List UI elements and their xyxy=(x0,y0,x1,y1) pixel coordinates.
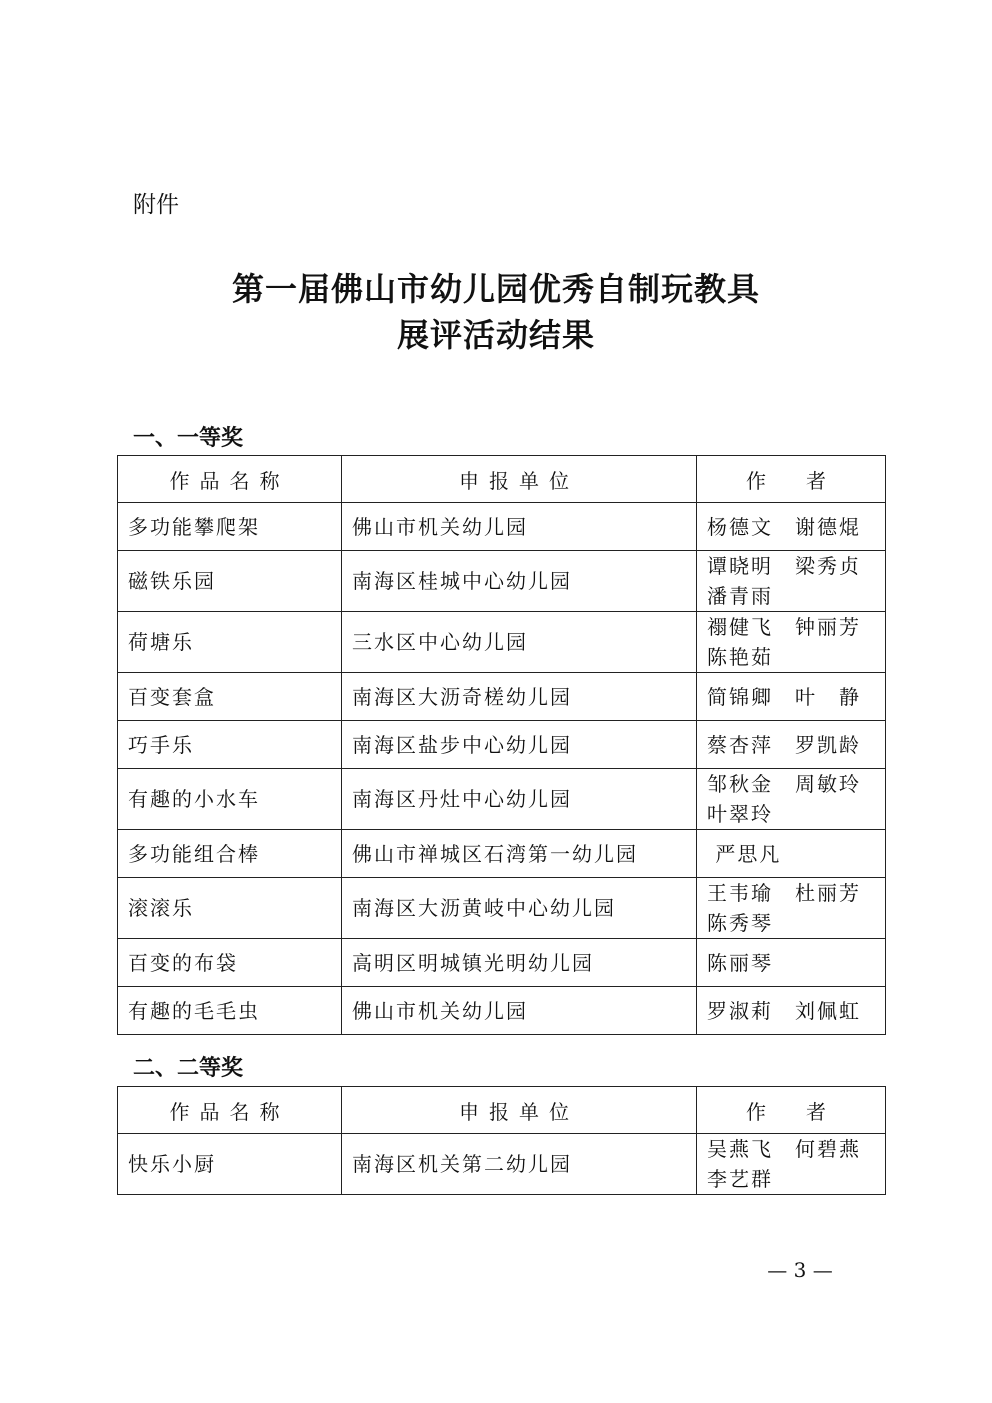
header-author: 作 者 xyxy=(697,456,886,503)
table-row xyxy=(118,987,886,1035)
work-name-cell: 百变的布袋 xyxy=(118,939,342,987)
author-line: 陈艳茹 xyxy=(707,645,773,669)
work-name-cell: 磁铁乐园 xyxy=(118,551,342,612)
author-cell xyxy=(697,939,886,987)
header-unit: 申报单位 xyxy=(342,1087,697,1134)
work-name-cell: 百变套盒 xyxy=(118,673,342,721)
table-row xyxy=(118,1134,886,1195)
unit-cell: 佛山市禅城区石湾第一幼儿园 xyxy=(342,830,697,878)
author-cell xyxy=(697,1134,886,1195)
first-prize-rows xyxy=(118,503,886,1035)
unit-cell: 佛山市机关幼儿园 xyxy=(342,503,697,551)
author-line: 陈秀琴 xyxy=(707,911,773,935)
author-line: 叶翠玲 xyxy=(707,802,773,826)
header-unit: 申报单位 xyxy=(342,456,697,503)
author-line: 邹秋金 周敏玲 xyxy=(707,772,861,796)
author-cell xyxy=(697,503,886,551)
author-cell xyxy=(697,551,886,612)
work-name-cell: 荷塘乐 xyxy=(118,612,342,673)
unit-cell: 高明区明城镇光明幼儿园 xyxy=(342,939,697,987)
unit-cell: 南海区盐步中心幼儿园 xyxy=(342,721,697,769)
table-row xyxy=(118,878,886,939)
table-row xyxy=(118,612,886,673)
author-cell xyxy=(697,987,886,1035)
author-line: 王韦瑜 杜丽芳 xyxy=(707,881,861,905)
author-cell xyxy=(697,673,886,721)
unit-cell: 佛山市机关幼儿园 xyxy=(342,987,697,1035)
document-title-line-2: 展评活动结果 xyxy=(396,316,595,354)
work-name-cell: 滚滚乐 xyxy=(118,878,342,939)
author-line: 禤健飞 钟丽芳 xyxy=(707,615,861,639)
header-work-name: 作品名称 xyxy=(118,1087,342,1134)
author-line: 罗淑莉 刘佩虹 xyxy=(707,998,861,1023)
table-row xyxy=(118,721,886,769)
unit-cell: 三水区中心幼儿园 xyxy=(342,612,697,673)
page-number: — 3 — xyxy=(767,1258,833,1282)
second-prize-rows xyxy=(118,1134,886,1195)
unit-cell: 南海区机关第二幼儿园 xyxy=(342,1134,697,1195)
table-row xyxy=(118,503,886,551)
author-line: 简锦卿 叶 静 xyxy=(707,684,861,709)
attachment-label: 附件 xyxy=(133,192,179,218)
second-prize-table xyxy=(117,1086,886,1195)
work-name-cell: 多功能攀爬架 xyxy=(118,503,342,551)
work-name-cell: 快乐小厨 xyxy=(118,1134,342,1195)
author-cell xyxy=(697,612,886,673)
first-prize-heading: 一、一等奖 xyxy=(133,426,244,451)
work-name-cell: 有趣的毛毛虫 xyxy=(118,987,342,1035)
unit-cell: 南海区丹灶中心幼儿园 xyxy=(342,769,697,830)
header-work-name: 作品名称 xyxy=(118,456,342,503)
author-line: 谭晓明 梁秀贞 xyxy=(707,554,861,578)
author-line: 吴燕飞 何碧燕 xyxy=(707,1137,861,1161)
table-row xyxy=(118,830,886,878)
table-row xyxy=(118,939,886,987)
document-title-line-1: 第一届佛山市幼儿园优秀自制玩教具 xyxy=(231,270,760,308)
author-line: 李艺群 xyxy=(707,1167,773,1191)
unit-cell: 南海区桂城中心幼儿园 xyxy=(342,551,697,612)
first-prize-table xyxy=(117,455,886,1035)
author-cell xyxy=(697,878,886,939)
author-line: 潘青雨 xyxy=(707,584,773,608)
author-line: 陈丽琴 xyxy=(707,950,773,975)
work-name-cell: 多功能组合棒 xyxy=(118,830,342,878)
author-cell xyxy=(697,830,886,878)
author-line: 严思凡 xyxy=(707,841,782,866)
table-row xyxy=(118,673,886,721)
author-cell xyxy=(697,721,886,769)
author-cell xyxy=(697,769,886,830)
header-author: 作 者 xyxy=(697,1087,886,1134)
work-name-cell: 巧手乐 xyxy=(118,721,342,769)
unit-cell: 南海区大沥奇槎幼儿园 xyxy=(342,673,697,721)
unit-cell: 南海区大沥黄岐中心幼儿园 xyxy=(342,878,697,939)
author-line: 蔡杏萍 罗凯龄 xyxy=(707,732,861,757)
table-header-row xyxy=(118,456,886,503)
second-prize-heading: 二、二等奖 xyxy=(133,1056,244,1081)
work-name-cell: 有趣的小水车 xyxy=(118,769,342,830)
author-line: 杨德文 谢德焜 xyxy=(707,514,861,539)
table-row xyxy=(118,769,886,830)
table-header-row xyxy=(118,1087,886,1134)
table-row xyxy=(118,551,886,612)
